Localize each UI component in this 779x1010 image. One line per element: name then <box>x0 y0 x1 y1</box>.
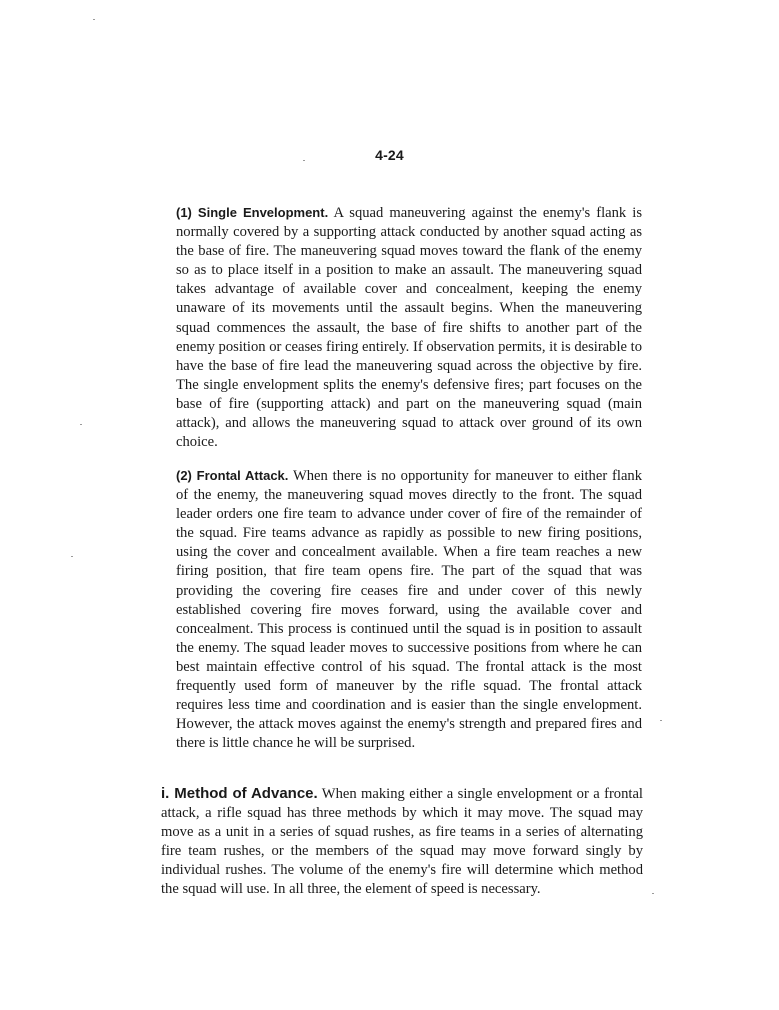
paragraph-heading: i. Method of Advance. <box>161 785 318 802</box>
paragraph-frontal-attack <box>176 466 642 753</box>
paragraph-heading: (1) Single Envelopment. <box>176 205 329 220</box>
scan-speck <box>71 556 73 557</box>
scan-speck <box>660 720 662 721</box>
scan-speck <box>80 424 82 425</box>
paragraph-body: When making either a single envelopment or a frontal attack, a rifle squad has three methods by which it may move. The squad may move as a unit in a series of squad rushes, as fire teams in a series of alternating fire team rushes, or the members of the squad may move forward singly by individual rushes. The volume of the enemy's fire will determine which method the squad will use. In all three, the element of speed is necessary. <box>161 786 643 898</box>
paragraph-single-envelopment <box>176 203 642 452</box>
paragraph-body: A squad maneuvering against the enemy's flank is normally covered by a supporting attack conducted by another squad acting as the base of fire. The maneuvering squad moves toward the flank of the enemy so as to place itself in a position to make an assault. The maneuvering squad takes advantage of available cover and concealment, keeping the enemy unaware of its movements until the assault begins. When the maneuvering squad commences the assault, the base of fire shifts to another part of the enemy position or ceases firing entirely. If observation permits, it is desirable to have the base of fire lead the maneuvering squad across the objective by fire. The single envelopment splits the enemy's defensive fires; part focuses on the base of fire (supporting attack) and part on the maneuvering squad (main attack), and allows the maneuvering squad to attack over ground of its own choice. <box>176 205 642 451</box>
scan-speck <box>93 19 95 20</box>
scan-speck <box>303 160 305 161</box>
scan-speck <box>652 893 654 894</box>
page-number: 4-24 <box>375 147 404 163</box>
paragraph-method-of-advance <box>161 784 643 900</box>
paragraph-heading: (2) Frontal Attack. <box>176 468 289 483</box>
paragraph-body: When there is no opportunity for maneuver to either flank of the enemy, the maneuvering squad moves directly to the front. The squad leader orders one fire team to advance under cover of fire of the remainder of the squad. Fire teams advance as rapidly as possible to new firing positions, using the cover and concealment available. When a fire team reaches a new firing position, that fire team opens fire. The part of the squad that was providing the covering fire ceases fire and under cover of this newly established covering fire moves forward, using the available cover and concealment. This process is continued until the squad is in position to assault the enemy. The squad leader moves to successive positions from where he can best maintain effective control of his squad. The frontal attack is the most frequently used form of maneuver by the rifle squad. The frontal attack requires less time and coordination and is easier than the single envelopment. However, the attack moves against the enemy's strength and prepared fires and there is little chance he will be surprised. <box>176 468 643 752</box>
